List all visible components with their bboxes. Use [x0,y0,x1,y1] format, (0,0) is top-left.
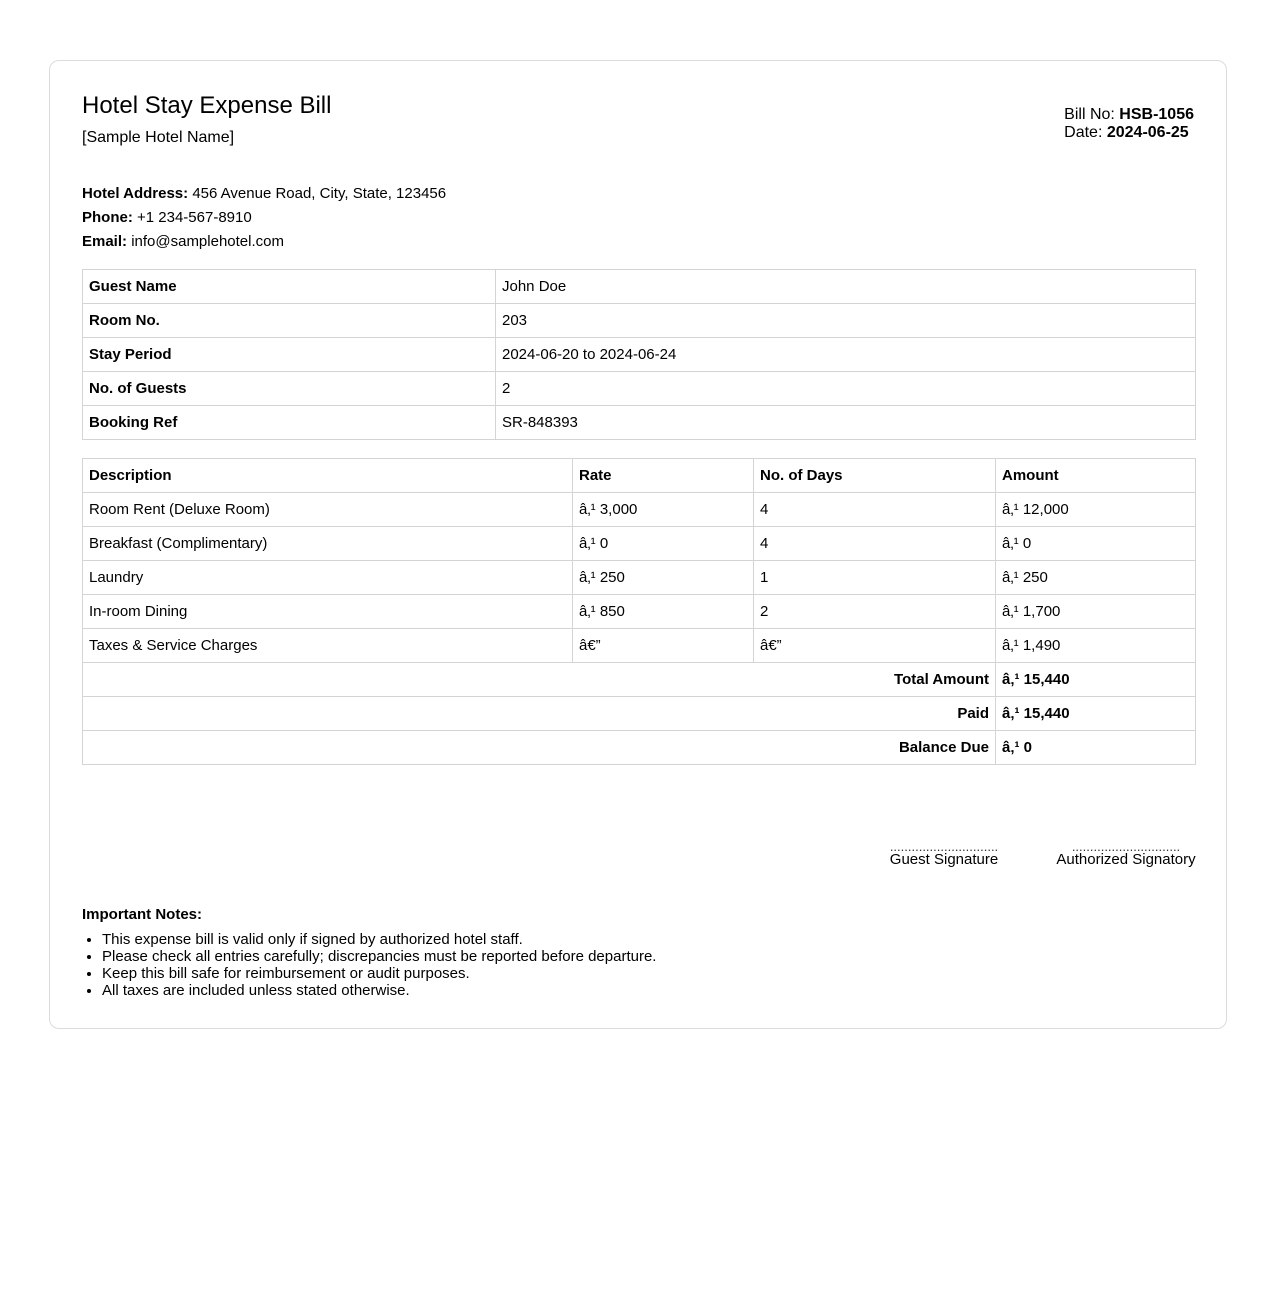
bill-card [49,60,1227,1029]
address-value: 456 Avenue Road, City, State, 123456 [192,185,447,202]
col-amount: Amount [996,459,1196,493]
guest-info-table [82,269,1196,440]
item-amount: â‚¹ 12,000 [996,493,1196,527]
bill-date-row [1064,124,1194,142]
guest-name-value: John Doe [496,270,1196,304]
hotel-name: [Sample Hotel Name] [82,129,235,146]
col-description: Description [83,459,573,493]
bill-date: 2024-06-25 [1106,124,1189,141]
item-description: Room Rent (Deluxe Room) [83,493,573,527]
guest-name-label: Guest Name [83,270,496,304]
item-description: In-room Dining [83,595,573,629]
item-rate: â‚¹ 850 [573,595,754,629]
col-days: No. of Days [754,459,996,493]
bill-number-row [1064,106,1194,124]
guest-signature-label: Guest Signature [889,851,999,868]
balance-row [83,731,1196,765]
stay-period-label: Stay Period [83,338,496,372]
signature-line: .............................. [889,839,999,854]
bill-number: HSB-1056 [1119,106,1194,123]
table-row [83,406,1196,440]
paid-value: â‚¹ 15,440 [996,697,1196,731]
item-amount: â‚¹ 1,700 [996,595,1196,629]
hotel-contact [82,182,446,254]
item-description: Taxes & Service Charges [83,629,573,663]
signature-line: .............................. [1071,839,1181,854]
item-days: â€” [754,629,996,663]
item-description: Breakfast (Complimentary) [83,527,573,561]
table-row [83,493,1196,527]
phone-value: +1 234-567-8910 [137,209,252,226]
table-row [83,304,1196,338]
stay-period-value: 2024-06-20 to 2024-06-24 [496,338,1196,372]
notes-title: Important Notes: [82,906,202,923]
item-amount: â‚¹ 0 [996,527,1196,561]
item-days: 1 [754,561,996,595]
guests-count-label: No. of Guests [83,372,496,406]
table-row [83,527,1196,561]
table-header-row [83,459,1196,493]
paid-row [83,697,1196,731]
notes-list [82,931,656,999]
email-row [82,230,446,254]
item-rate: â€” [573,629,754,663]
total-row [83,663,1196,697]
col-rate: Rate [573,459,754,493]
authorized-signature [1055,839,1197,868]
charges-table [82,458,1196,765]
table-row [83,270,1196,304]
address-row [82,182,446,206]
table-row [83,372,1196,406]
email-value: info@samplehotel.com [131,233,284,250]
booking-ref-label: Booking Ref [83,406,496,440]
bill-number-label: Bill No: [1064,106,1115,123]
list-item: • Please check all entries carefully; discrepancies must be reported before departure. [102,948,656,965]
balance-due-label: Balance Due [83,731,996,765]
room-no-label: Room No. [83,304,496,338]
list-item: • This expense bill is valid only if signed by authorized hotel staff. [102,931,656,948]
table-row [83,595,1196,629]
bill-date-label: Date: [1064,124,1103,141]
item-rate: â‚¹ 0 [573,527,754,561]
paid-label: Paid [83,697,996,731]
balance-due-value: â‚¹ 0 [996,731,1196,765]
item-amount: â‚¹ 1,490 [996,629,1196,663]
total-amount-value: â‚¹ 15,440 [996,663,1196,697]
item-days: 4 [754,527,996,561]
item-rate: â‚¹ 250 [573,561,754,595]
room-no-value: 203 [496,304,1196,338]
total-amount-label: Total Amount [83,663,996,697]
phone-label: Phone: [82,209,133,226]
item-description: Laundry [83,561,573,595]
address-label: Hotel Address: [82,185,189,202]
item-days: 2 [754,595,996,629]
email-label: Email: [82,233,128,250]
table-row [83,629,1196,663]
item-amount: â‚¹ 250 [996,561,1196,595]
guest-signature [880,839,1008,868]
item-rate: â‚¹ 3,000 [573,493,754,527]
phone-row [82,206,446,230]
table-row [83,561,1196,595]
item-days: 4 [754,493,996,527]
booking-ref-value: SR-848393 [496,406,1196,440]
list-item: • All taxes are included unless stated otherwise. [102,982,656,999]
guests-count-value: 2 [496,372,1196,406]
page-title: Hotel Stay Expense Bill [82,92,332,119]
table-row [83,338,1196,372]
authorized-signature-label: Authorized Signatory [1056,851,1196,868]
bill-meta [1064,106,1194,142]
list-item: • Keep this bill safe for reimbursement or audit purposes. [102,965,656,982]
